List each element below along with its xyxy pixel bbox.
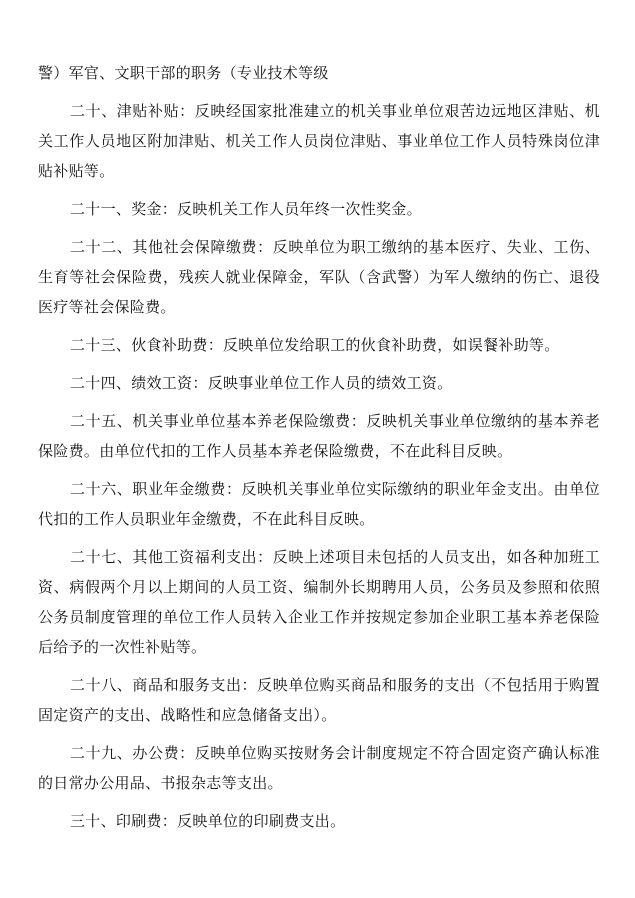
paragraph-item-21: 二十一、奖金：反映机关工作人员年终一次性奖金。: [70, 200, 422, 218]
paragraph-item-29: 二十九、办公费：反映单位购买按财务会计制度规定不符合固定资产确认标准的日常办公用品、书报杂志等支出。: [38, 744, 600, 792]
document-page: [38, 58, 600, 844]
paragraph-item-22: 二十二、其他社会保障缴费：反映单位为职工缴纳的基本医疗、失业、工伤、生育等社会保险费，残疾人就业保障金，军队（含武警）为军人缴纳的伤亡、退役医疗等社会保险费。: [38, 238, 600, 316]
paragraph-item-23: 二十三、伙食补助费：反映单位发给职工的伙食补助费，如误餐补助等。: [70, 336, 560, 354]
paragraph-item-30: 三十、印刷费：反映单位的印刷费支出。: [70, 812, 346, 830]
paragraph-item-26: 二十六、职业年金缴费：反映机关事业单位实际缴纳的职业年金支出。由单位代扣的工作人员职业年金缴费，不在此科目反映。: [38, 480, 600, 528]
paragraph-continuation: 警）军官、文职干部的职务（专业技术等级: [38, 64, 329, 82]
paragraph-item-20: 二十、津贴补贴：反映经国家批准建立的机关事业单位艰苦边远地区津贴、机关工作人员地区附加津贴、机关工作人员岗位津贴、事业单位工作人员特殊岗位津贴补贴等。: [38, 102, 600, 180]
paragraph-item-28: 二十八、商品和服务支出：反映单位购买商品和服务的支出（不包括用于购置固定资产的支出、战略性和应急储备支出）。: [38, 676, 600, 724]
paragraph-item-24: 二十四、绩效工资：反映事业单位工作人员的绩效工资。: [70, 374, 453, 392]
paragraph-item-27: 二十七、其他工资福利支出：反映上述项目未包括的人员支出，如各种加班工资、病假两个月以上期间的人员工资、编制外长期聘用人员，公务员及参照和依照公务员制度管理的单位工作人员转入企业工作并按规定参加企业职工基本养老保险后给予的一次性补贴等。: [38, 548, 600, 656]
paragraph-item-25: 二十五、机关事业单位基本养老保险缴费：反映机关事业单位缴纳的基本养老保险费。由单位代扣的工作人员基本养老保险缴费，不在此科目反映。: [38, 412, 600, 460]
